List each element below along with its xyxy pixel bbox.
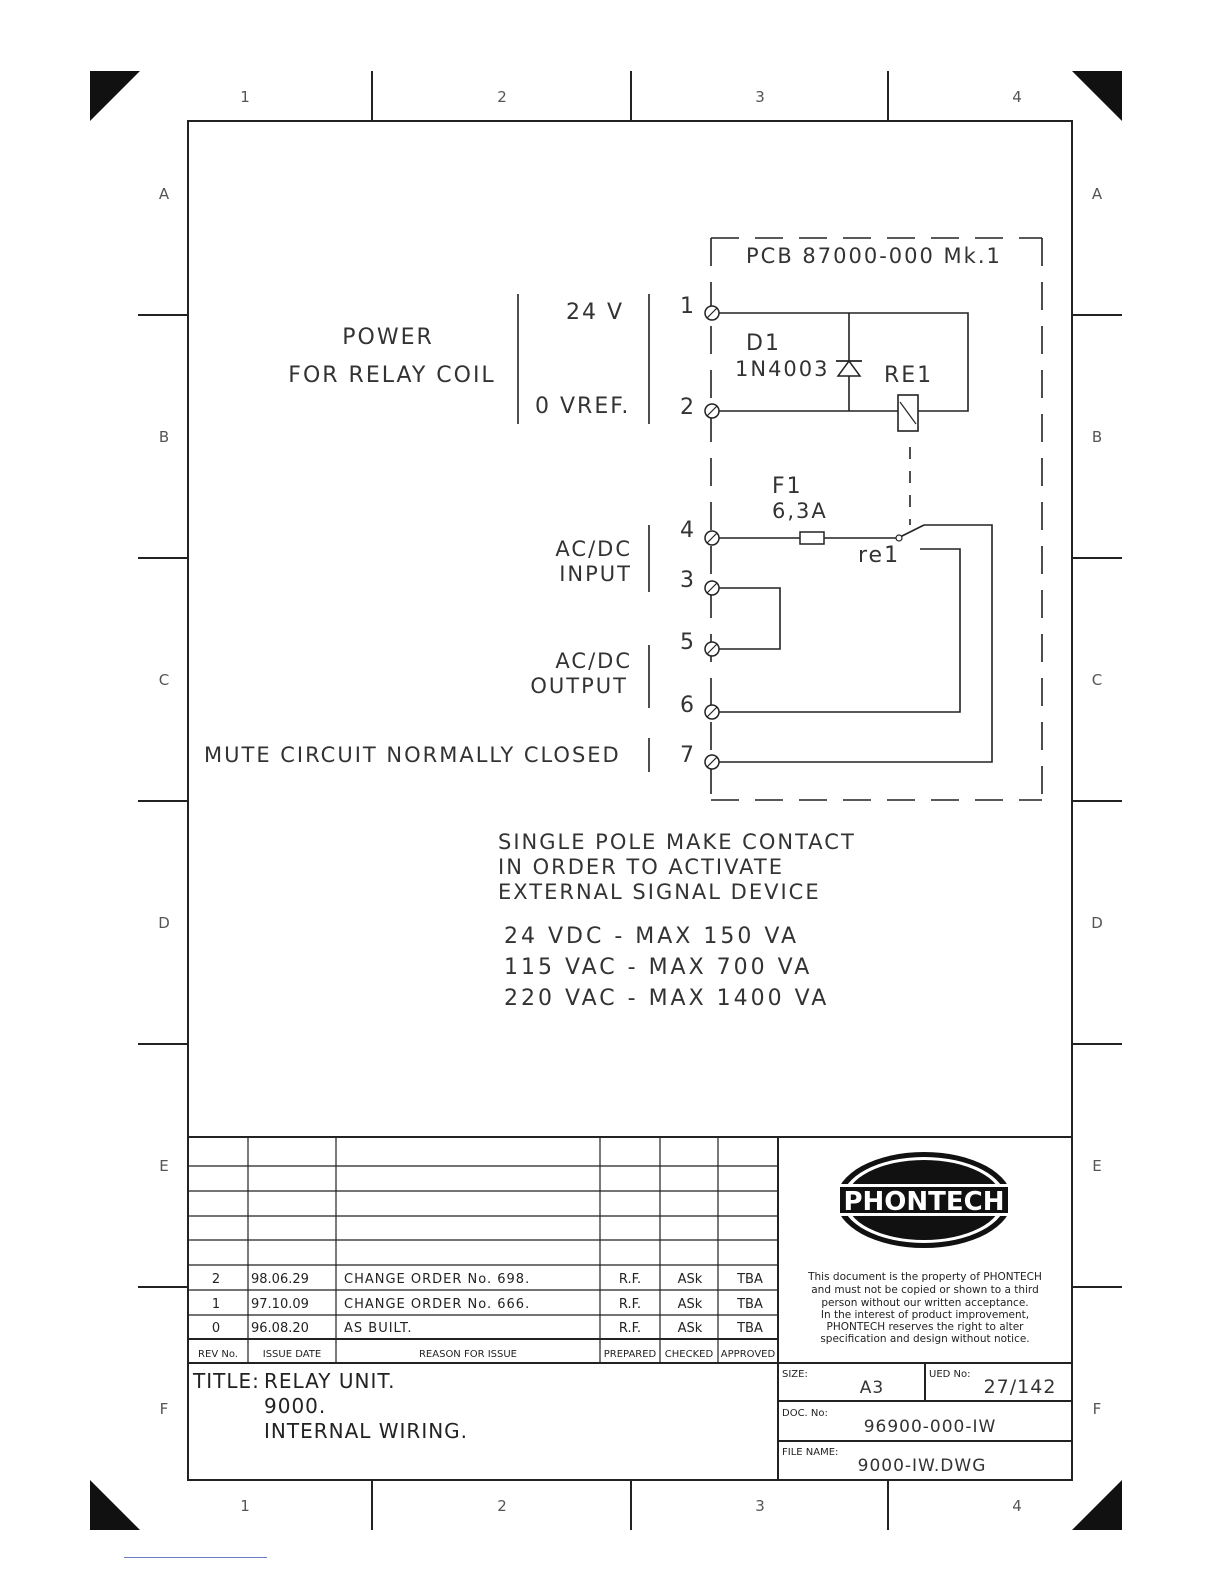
page-underline-link bbox=[124, 1557, 267, 1558]
svg-text:96.08.20: 96.08.20 bbox=[251, 1321, 309, 1336]
input-label: INPUT bbox=[559, 562, 632, 586]
svg-text:R.F.: R.F. bbox=[618, 1297, 642, 1312]
grid-row-d-left: D bbox=[158, 914, 170, 932]
property-notice-line-5: PHONTECH reserves the right to alter bbox=[826, 1321, 1024, 1333]
grid-row-b-left: B bbox=[158, 428, 170, 446]
note-line-3: EXTERNAL SIGNAL DEVICE bbox=[498, 880, 821, 904]
svg-text:0: 0 bbox=[211, 1321, 221, 1336]
grid-row-d-right: D bbox=[1091, 914, 1103, 932]
doc-no-label: DOC. No: bbox=[782, 1408, 828, 1419]
note-line-2: IN ORDER TO ACTIVATE bbox=[498, 855, 784, 879]
svg-text:AS BUILT.: AS BUILT. bbox=[344, 1321, 413, 1336]
rating-24vdc: 24 VDC - MAX 150 VA bbox=[504, 924, 800, 949]
doc-no-value: 96900-000-IW bbox=[863, 1417, 997, 1437]
terminal-screws bbox=[705, 306, 719, 769]
header-rev-no: REV No. bbox=[198, 1349, 238, 1360]
header-reason: REASON FOR ISSUE bbox=[418, 1349, 518, 1360]
grid-row-c-left: C bbox=[158, 671, 170, 689]
revision-row bbox=[212, 1321, 763, 1336]
grid-col-2-top: 2 bbox=[497, 88, 507, 106]
svg-text:ASk: ASk bbox=[677, 1321, 703, 1336]
svg-text:1: 1 bbox=[211, 1297, 221, 1312]
svg-text:98.06.29: 98.06.29 bbox=[251, 1272, 309, 1287]
rating-220vac: 220 VAC - MAX 1400 VA bbox=[504, 986, 830, 1011]
svg-text:CHANGE ORDER No. 666.: CHANGE ORDER No. 666. bbox=[344, 1297, 531, 1312]
grid-col-3-bottom: 3 bbox=[755, 1497, 765, 1515]
svg-text:CHANGE ORDER No. 698.: CHANGE ORDER No. 698. bbox=[344, 1272, 531, 1287]
corner-mark-top-left bbox=[90, 71, 140, 121]
svg-text:TBA: TBA bbox=[737, 1321, 763, 1336]
terminal-4-label: 4 bbox=[680, 518, 696, 543]
ued-value: 27/142 bbox=[983, 1376, 1057, 1398]
file-name-label: FILE NAME: bbox=[782, 1447, 839, 1458]
relay-re1-ref: RE1 bbox=[884, 363, 934, 388]
grid-col-2-bottom: 2 bbox=[497, 1497, 507, 1515]
mute-circuit-label: MUTE CIRCUIT NORMALLY CLOSED bbox=[204, 743, 621, 767]
grid-row-c-right: C bbox=[1091, 671, 1103, 689]
grid-col-3-top: 3 bbox=[755, 88, 765, 106]
note-line-1: SINGLE POLE MAKE CONTACT bbox=[498, 830, 856, 854]
svg-text:TBA: TBA bbox=[737, 1297, 763, 1312]
svg-text:R.F.: R.F. bbox=[618, 1321, 642, 1336]
output-acdc-label: AC/DC bbox=[555, 649, 632, 673]
header-prepared: PREPARED bbox=[603, 1349, 657, 1360]
supply-24v-label: 24 V bbox=[566, 300, 625, 325]
svg-text:PHONTECH: PHONTECH bbox=[843, 1187, 1005, 1217]
terminal-5-label: 5 bbox=[680, 630, 696, 655]
relay-coil-label: FOR RELAY COIL bbox=[288, 363, 496, 388]
relay-coil-re1-symbol bbox=[898, 395, 918, 431]
grid-row-a-right: A bbox=[1091, 185, 1103, 203]
property-notice-line-1: This document is the property of PHONTECH bbox=[808, 1271, 1042, 1283]
terminal-1-label: 1 bbox=[680, 294, 696, 319]
grid-row-f-left: F bbox=[159, 1400, 169, 1418]
title-line-2: 9000. bbox=[264, 1394, 327, 1418]
title-label: TITLE: bbox=[193, 1369, 260, 1393]
ued-label: UED No: bbox=[929, 1369, 971, 1380]
property-notice-line-6: specification and design without notice. bbox=[820, 1333, 1030, 1345]
diode-d1-symbol bbox=[836, 361, 862, 376]
grid-row-e-right: E bbox=[1092, 1157, 1102, 1175]
terminal-6-label: 6 bbox=[680, 693, 696, 718]
contact-circuit-wiring bbox=[719, 525, 992, 762]
terminal-7-label: 7 bbox=[680, 743, 696, 768]
property-notice-line-3: person without our written acceptance. bbox=[821, 1297, 1029, 1309]
property-notice-line-2: and must not be copied or shown to a third bbox=[811, 1284, 1039, 1296]
diode-d1-ref: D1 bbox=[746, 331, 781, 356]
input-acdc-label: AC/DC bbox=[555, 537, 632, 561]
fuse-f1-symbol bbox=[800, 532, 824, 544]
terminal-2-label: 2 bbox=[680, 395, 696, 420]
power-label: POWER bbox=[342, 325, 434, 350]
svg-text:ASk: ASk bbox=[677, 1272, 703, 1287]
grid-row-b-right: B bbox=[1091, 428, 1103, 446]
revision-row bbox=[212, 1297, 763, 1312]
contact-re1-ref: re1 bbox=[858, 543, 901, 568]
title-line-1: RELAY UNIT. bbox=[264, 1369, 396, 1393]
header-checked: CHECKED bbox=[664, 1349, 714, 1360]
header-issue-date: ISSUE DATE bbox=[262, 1349, 322, 1360]
size-label: SIZE: bbox=[782, 1369, 808, 1380]
output-label: OUTPUT bbox=[530, 674, 628, 698]
phontech-logo bbox=[836, 1152, 1012, 1248]
svg-text:2: 2 bbox=[211, 1272, 221, 1287]
size-value: A3 bbox=[859, 1378, 885, 1398]
svg-text:R.F.: R.F. bbox=[618, 1272, 642, 1287]
contact-pivot bbox=[896, 535, 902, 541]
corner-mark-bottom-right bbox=[1072, 1480, 1122, 1530]
grid-row-f-right: F bbox=[1092, 1400, 1102, 1418]
fuse-f1-rating: 6,3A bbox=[772, 499, 828, 523]
property-notice-line-4: In the interest of product improvement, bbox=[820, 1309, 1030, 1321]
terminal-3-label: 3 bbox=[680, 568, 696, 593]
grid-col-4-top: 4 bbox=[1012, 88, 1022, 106]
svg-text:TBA: TBA bbox=[737, 1272, 763, 1287]
group-separators bbox=[518, 294, 649, 772]
file-name-value: 9000-IW.DWG bbox=[857, 1456, 987, 1476]
header-approved: APPROVED bbox=[720, 1349, 776, 1360]
fuse-f1-ref: F1 bbox=[772, 474, 803, 499]
diode-d1-part: 1N4003 bbox=[735, 357, 830, 381]
grid-col-1-top: 1 bbox=[240, 88, 250, 106]
supply-0vref-label: 0 VREF. bbox=[535, 394, 631, 419]
revision-row bbox=[212, 1272, 763, 1287]
grid-row-a-left: A bbox=[158, 185, 170, 203]
svg-text:ASk: ASk bbox=[677, 1297, 703, 1312]
corner-mark-bottom-left bbox=[90, 1480, 140, 1530]
rating-115vac: 115 VAC - MAX 700 VA bbox=[504, 955, 813, 980]
grid-col-4-bottom: 4 bbox=[1012, 1497, 1022, 1515]
pcb-label: PCB 87000-000 Mk.1 bbox=[746, 244, 1002, 268]
grid-row-e-left: E bbox=[159, 1157, 169, 1175]
svg-text:97.10.09: 97.10.09 bbox=[251, 1297, 309, 1312]
corner-mark-top-right bbox=[1072, 71, 1122, 121]
row-ticks bbox=[138, 315, 1122, 1287]
title-line-3: INTERNAL WIRING. bbox=[264, 1419, 469, 1443]
grid-col-1-bottom: 1 bbox=[240, 1497, 250, 1515]
